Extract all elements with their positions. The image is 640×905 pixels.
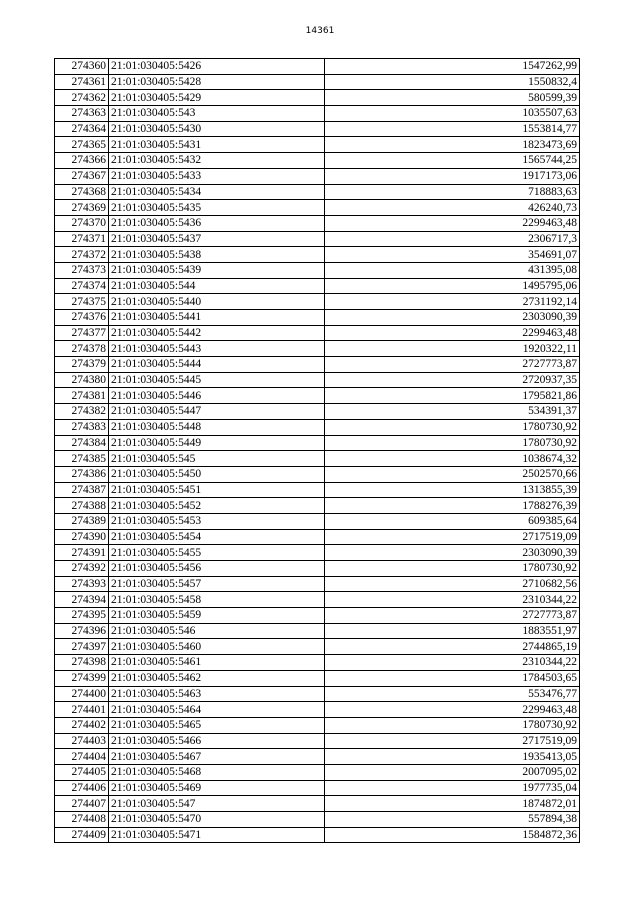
cadastral-value-cell: 2310344,22 bbox=[325, 592, 580, 608]
row-number-cell: 274391 bbox=[55, 545, 109, 561]
cadastral-value-cell: 609385,64 bbox=[325, 513, 580, 529]
table-row bbox=[55, 121, 580, 137]
cadastral-number-cell: 21:01:030405:5426 bbox=[109, 59, 325, 75]
page-number: 14361 bbox=[305, 26, 335, 36]
row-number-cell: 274393 bbox=[55, 576, 109, 592]
cadastral-value-cell: 2310344,22 bbox=[325, 655, 580, 671]
cadastral-number-cell: 21:01:030405:5439 bbox=[109, 262, 325, 278]
row-number-cell: 274384 bbox=[55, 435, 109, 451]
cadastral-number-cell: 21:01:030405:547 bbox=[109, 796, 325, 812]
row-number-cell: 274360 bbox=[55, 59, 109, 75]
cadastral-value-cell: 1788276,39 bbox=[325, 498, 580, 514]
row-number-cell: 274390 bbox=[55, 529, 109, 545]
cadastral-value-cell: 1784503,65 bbox=[325, 670, 580, 686]
cadastral-number-cell: 21:01:030405:5440 bbox=[109, 294, 325, 310]
table-row bbox=[55, 529, 580, 545]
row-number-cell: 274404 bbox=[55, 749, 109, 765]
cadastral-value-cell: 2303090,39 bbox=[325, 310, 580, 326]
cadastral-number-cell: 21:01:030405:5445 bbox=[109, 372, 325, 388]
cadastral-value-cell: 2727773,87 bbox=[325, 357, 580, 373]
row-number-cell: 274398 bbox=[55, 655, 109, 671]
cadastral-number-cell: 21:01:030405:545 bbox=[109, 451, 325, 467]
row-number-cell: 274408 bbox=[55, 812, 109, 828]
cadastral-value-cell: 2717519,09 bbox=[325, 733, 580, 749]
cadastral-number-cell: 21:01:030405:5446 bbox=[109, 388, 325, 404]
row-number-cell: 274376 bbox=[55, 310, 109, 326]
cadastral-number-cell: 21:01:030405:5469 bbox=[109, 780, 325, 796]
cadastral-value-cell: 1495795,06 bbox=[325, 278, 580, 294]
table-row bbox=[55, 655, 580, 671]
cadastral-value-cell: 1977735,04 bbox=[325, 780, 580, 796]
table-row bbox=[55, 796, 580, 812]
row-number-cell: 274368 bbox=[55, 184, 109, 200]
cadastral-value-cell: 1553814,77 bbox=[325, 121, 580, 137]
cadastral-number-cell: 21:01:030405:5448 bbox=[109, 419, 325, 435]
cadastral-value-cell: 557894,38 bbox=[325, 812, 580, 828]
cadastral-value-table bbox=[54, 58, 580, 843]
cadastral-value-cell: 580599,39 bbox=[325, 90, 580, 106]
table-row bbox=[55, 357, 580, 373]
cadastral-value-cell: 1038674,32 bbox=[325, 451, 580, 467]
table-row bbox=[55, 278, 580, 294]
cadastral-value-cell: 1874872,01 bbox=[325, 796, 580, 812]
row-number-cell: 274399 bbox=[55, 670, 109, 686]
table-row bbox=[55, 513, 580, 529]
cadastral-value-cell: 431395,08 bbox=[325, 262, 580, 278]
row-number-cell: 274371 bbox=[55, 231, 109, 247]
cadastral-number-cell: 21:01:030405:5464 bbox=[109, 702, 325, 718]
row-number-cell: 274361 bbox=[55, 74, 109, 90]
cadastral-number-cell: 21:01:030405:5470 bbox=[109, 812, 325, 828]
cadastral-value-cell: 718883,63 bbox=[325, 184, 580, 200]
table-body bbox=[55, 59, 580, 843]
cadastral-value-cell: 1883551,97 bbox=[325, 623, 580, 639]
row-number-cell: 274365 bbox=[55, 137, 109, 153]
table-row bbox=[55, 168, 580, 184]
cadastral-number-cell: 21:01:030405:5428 bbox=[109, 74, 325, 90]
row-number-cell: 274396 bbox=[55, 623, 109, 639]
table-row bbox=[55, 608, 580, 624]
row-number-cell: 274383 bbox=[55, 419, 109, 435]
row-number-cell: 274363 bbox=[55, 106, 109, 122]
table-row bbox=[55, 451, 580, 467]
table-row bbox=[55, 827, 580, 843]
row-number-cell: 274370 bbox=[55, 215, 109, 231]
row-number-cell: 274362 bbox=[55, 90, 109, 106]
cadastral-value-cell: 1795821,86 bbox=[325, 388, 580, 404]
row-number-cell: 274392 bbox=[55, 561, 109, 577]
cadastral-value-cell: 1920322,11 bbox=[325, 341, 580, 357]
cadastral-value-cell: 1823473,69 bbox=[325, 137, 580, 153]
cadastral-value-cell: 2731192,14 bbox=[325, 294, 580, 310]
table-row bbox=[55, 215, 580, 231]
row-number-cell: 274405 bbox=[55, 764, 109, 780]
cadastral-number-cell: 21:01:030405:5461 bbox=[109, 655, 325, 671]
table-row bbox=[55, 419, 580, 435]
table-row bbox=[55, 780, 580, 796]
cadastral-value-cell: 1547262,99 bbox=[325, 59, 580, 75]
table-row bbox=[55, 90, 580, 106]
cadastral-number-cell: 21:01:030405:5459 bbox=[109, 608, 325, 624]
cadastral-value-cell: 2007095,02 bbox=[325, 764, 580, 780]
cadastral-value-cell: 354691,07 bbox=[325, 247, 580, 263]
table-row bbox=[55, 717, 580, 733]
table-row bbox=[55, 294, 580, 310]
table-row bbox=[55, 482, 580, 498]
row-number-cell: 274367 bbox=[55, 168, 109, 184]
row-number-cell: 274409 bbox=[55, 827, 109, 843]
cadastral-number-cell: 21:01:030405:5437 bbox=[109, 231, 325, 247]
table-row bbox=[55, 623, 580, 639]
row-number-cell: 274403 bbox=[55, 733, 109, 749]
row-number-cell: 274378 bbox=[55, 341, 109, 357]
row-number-cell: 274387 bbox=[55, 482, 109, 498]
cadastral-number-cell: 21:01:030405:5468 bbox=[109, 764, 325, 780]
cadastral-value-cell: 1935413,05 bbox=[325, 749, 580, 765]
table-row bbox=[55, 670, 580, 686]
cadastral-value-cell: 2299463,48 bbox=[325, 215, 580, 231]
table-row bbox=[55, 153, 580, 169]
cadastral-number-cell: 21:01:030405:5455 bbox=[109, 545, 325, 561]
cadastral-value-cell: 2720937,35 bbox=[325, 372, 580, 388]
table-row bbox=[55, 702, 580, 718]
row-number-cell: 274389 bbox=[55, 513, 109, 529]
cadastral-number-cell: 21:01:030405:544 bbox=[109, 278, 325, 294]
cadastral-number-cell: 21:01:030405:5462 bbox=[109, 670, 325, 686]
row-number-cell: 274402 bbox=[55, 717, 109, 733]
table-row bbox=[55, 106, 580, 122]
row-number-cell: 274394 bbox=[55, 592, 109, 608]
table-row bbox=[55, 639, 580, 655]
cadastral-value-cell: 426240,73 bbox=[325, 200, 580, 216]
row-number-cell: 274388 bbox=[55, 498, 109, 514]
table-row bbox=[55, 561, 580, 577]
cadastral-number-cell: 21:01:030405:5450 bbox=[109, 466, 325, 482]
cadastral-value-cell: 1780730,92 bbox=[325, 419, 580, 435]
cadastral-number-cell: 21:01:030405:543 bbox=[109, 106, 325, 122]
cadastral-number-cell: 21:01:030405:5453 bbox=[109, 513, 325, 529]
cadastral-value-cell: 1313855,39 bbox=[325, 482, 580, 498]
table-row bbox=[55, 812, 580, 828]
table-row bbox=[55, 388, 580, 404]
cadastral-number-cell: 21:01:030405:546 bbox=[109, 623, 325, 639]
cadastral-number-cell: 21:01:030405:5431 bbox=[109, 137, 325, 153]
row-number-cell: 274374 bbox=[55, 278, 109, 294]
row-number-cell: 274377 bbox=[55, 325, 109, 341]
cadastral-value-cell: 2717519,09 bbox=[325, 529, 580, 545]
cadastral-number-cell: 21:01:030405:5457 bbox=[109, 576, 325, 592]
cadastral-number-cell: 21:01:030405:5454 bbox=[109, 529, 325, 545]
cadastral-number-cell: 21:01:030405:5432 bbox=[109, 153, 325, 169]
cadastral-value-cell: 1035507,63 bbox=[325, 106, 580, 122]
row-number-cell: 274381 bbox=[55, 388, 109, 404]
table-row bbox=[55, 576, 580, 592]
cadastral-value-cell: 553476,77 bbox=[325, 686, 580, 702]
cadastral-number-cell: 21:01:030405:5438 bbox=[109, 247, 325, 263]
cadastral-number-cell: 21:01:030405:5441 bbox=[109, 310, 325, 326]
cadastral-number-cell: 21:01:030405:5442 bbox=[109, 325, 325, 341]
row-number-cell: 274375 bbox=[55, 294, 109, 310]
cadastral-number-cell: 21:01:030405:5456 bbox=[109, 561, 325, 577]
row-number-cell: 274386 bbox=[55, 466, 109, 482]
cadastral-value-cell: 2744865,19 bbox=[325, 639, 580, 655]
row-number-cell: 274397 bbox=[55, 639, 109, 655]
row-number-cell: 274385 bbox=[55, 451, 109, 467]
table-row bbox=[55, 592, 580, 608]
cadastral-number-cell: 21:01:030405:5471 bbox=[109, 827, 325, 843]
row-number-cell: 274382 bbox=[55, 404, 109, 420]
cadastral-value-cell: 1917173,06 bbox=[325, 168, 580, 184]
table-row bbox=[55, 74, 580, 90]
cadastral-value-cell: 2299463,48 bbox=[325, 325, 580, 341]
cadastral-value-cell: 1780730,92 bbox=[325, 435, 580, 451]
table-row bbox=[55, 749, 580, 765]
row-number-cell: 274400 bbox=[55, 686, 109, 702]
cadastral-value-cell: 2299463,48 bbox=[325, 702, 580, 718]
table-row bbox=[55, 231, 580, 247]
cadastral-value-cell: 2303090,39 bbox=[325, 545, 580, 561]
cadastral-number-cell: 21:01:030405:5430 bbox=[109, 121, 325, 137]
row-number-cell: 274406 bbox=[55, 780, 109, 796]
cadastral-value-cell: 1780730,92 bbox=[325, 561, 580, 577]
cadastral-number-cell: 21:01:030405:5466 bbox=[109, 733, 325, 749]
row-number-cell: 274407 bbox=[55, 796, 109, 812]
cadastral-number-cell: 21:01:030405:5444 bbox=[109, 357, 325, 373]
cadastral-value-cell: 1780730,92 bbox=[325, 717, 580, 733]
cadastral-value-cell: 2306717,3 bbox=[325, 231, 580, 247]
table-row bbox=[55, 200, 580, 216]
table-row bbox=[55, 733, 580, 749]
cadastral-value-cell: 1584872,36 bbox=[325, 827, 580, 843]
cadastral-number-cell: 21:01:030405:5452 bbox=[109, 498, 325, 514]
row-number-cell: 274372 bbox=[55, 247, 109, 263]
cadastral-value-cell: 1565744,25 bbox=[325, 153, 580, 169]
row-number-cell: 274401 bbox=[55, 702, 109, 718]
cadastral-number-cell: 21:01:030405:5443 bbox=[109, 341, 325, 357]
table-row bbox=[55, 372, 580, 388]
table-row bbox=[55, 686, 580, 702]
row-number-cell: 274366 bbox=[55, 153, 109, 169]
cadastral-number-cell: 21:01:030405:5463 bbox=[109, 686, 325, 702]
cadastral-number-cell: 21:01:030405:5433 bbox=[109, 168, 325, 184]
table-row bbox=[55, 184, 580, 200]
row-number-cell: 274380 bbox=[55, 372, 109, 388]
table-row bbox=[55, 247, 580, 263]
table-row bbox=[55, 404, 580, 420]
table-row bbox=[55, 435, 580, 451]
table-row bbox=[55, 137, 580, 153]
row-number-cell: 274395 bbox=[55, 608, 109, 624]
table-row bbox=[55, 59, 580, 75]
cadastral-value-cell: 2710682,56 bbox=[325, 576, 580, 592]
cadastral-value-cell: 534391,37 bbox=[325, 404, 580, 420]
row-number-cell: 274369 bbox=[55, 200, 109, 216]
table-row bbox=[55, 341, 580, 357]
cadastral-value-cell: 1550832,4 bbox=[325, 74, 580, 90]
table-row bbox=[55, 262, 580, 278]
table-row bbox=[55, 310, 580, 326]
cadastral-value-cell: 2727773,87 bbox=[325, 608, 580, 624]
cadastral-value-cell: 2502570,66 bbox=[325, 466, 580, 482]
cadastral-number-cell: 21:01:030405:5458 bbox=[109, 592, 325, 608]
cadastral-number-cell: 21:01:030405:5460 bbox=[109, 639, 325, 655]
row-number-cell: 274373 bbox=[55, 262, 109, 278]
table-row bbox=[55, 498, 580, 514]
cadastral-number-cell: 21:01:030405:5451 bbox=[109, 482, 325, 498]
table-row bbox=[55, 545, 580, 561]
table-row bbox=[55, 325, 580, 341]
cadastral-number-cell: 21:01:030405:5435 bbox=[109, 200, 325, 216]
cadastral-number-cell: 21:01:030405:5447 bbox=[109, 404, 325, 420]
table-row bbox=[55, 764, 580, 780]
cadastral-number-cell: 21:01:030405:5436 bbox=[109, 215, 325, 231]
cadastral-number-cell: 21:01:030405:5465 bbox=[109, 717, 325, 733]
table-row bbox=[55, 466, 580, 482]
row-number-cell: 274379 bbox=[55, 357, 109, 373]
cadastral-number-cell: 21:01:030405:5467 bbox=[109, 749, 325, 765]
row-number-cell: 274364 bbox=[55, 121, 109, 137]
cadastral-number-cell: 21:01:030405:5434 bbox=[109, 184, 325, 200]
cadastral-number-cell: 21:01:030405:5429 bbox=[109, 90, 325, 106]
cadastral-number-cell: 21:01:030405:5449 bbox=[109, 435, 325, 451]
